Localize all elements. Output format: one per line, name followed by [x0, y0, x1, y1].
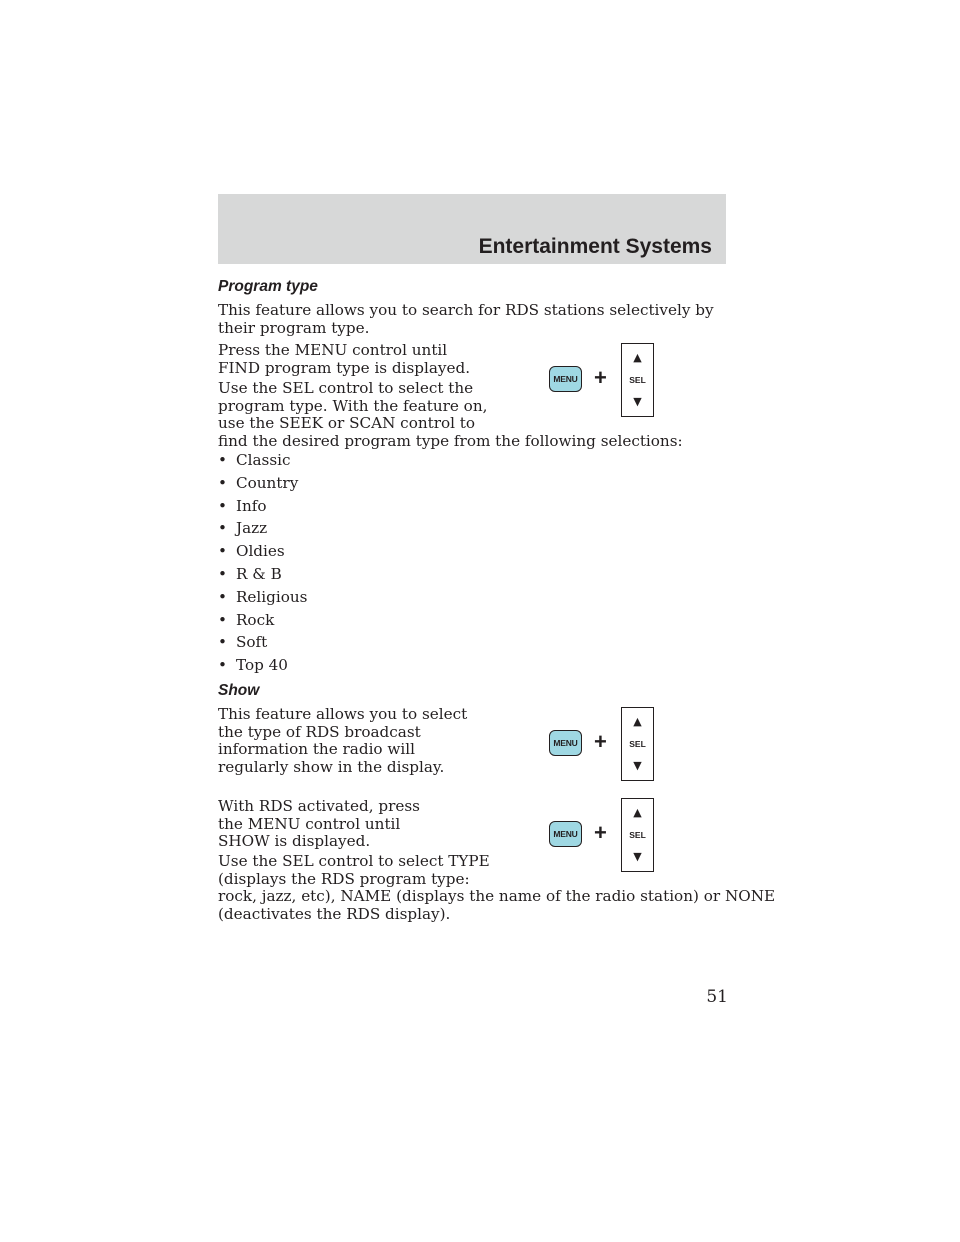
- up-arrow-icon: ▲: [633, 806, 642, 819]
- program-type-step2-line: use the SEEK or SCAN control to: [218, 414, 476, 432]
- list-item: • Soft: [218, 633, 268, 652]
- bullet-icon: •: [218, 519, 227, 538]
- list-item: • Oldies: [218, 542, 285, 561]
- bullet-icon: •: [218, 633, 227, 652]
- sel-label: SEL: [629, 739, 646, 749]
- bullet-icon: •: [218, 496, 227, 515]
- bullet-icon: •: [218, 542, 227, 561]
- show-para3-line: Use the SEL control to select TYPE: [218, 852, 490, 870]
- show-para3-line: (displays the RDS program type:: [218, 869, 470, 888]
- up-arrow-icon: ▲: [633, 715, 642, 728]
- bullet-icon: •: [218, 656, 227, 675]
- program-type-selection-list: [218, 452, 307, 680]
- show-para3: [218, 850, 776, 923]
- list-item: • R & B: [218, 564, 282, 583]
- list-item: • Religious: [218, 587, 308, 606]
- bullet-icon: •: [218, 451, 227, 469]
- show-heading: Show: [218, 682, 260, 699]
- menu-button-icon: MENU: [549, 730, 582, 756]
- bullet-icon: •: [218, 564, 227, 583]
- up-arrow-icon: ▲: [633, 351, 642, 364]
- plus-icon: +: [594, 729, 607, 754]
- section-title: Entertainment Systems: [478, 235, 712, 258]
- plus-icon: +: [594, 820, 607, 845]
- show-para2: With RDS activated, press the MENU control until SHOW is displayed.: [218, 797, 420, 850]
- program-type-step2: [218, 380, 738, 450]
- menu-sel-control-graphic: [549, 707, 659, 783]
- sel-label: SEL: [629, 830, 646, 840]
- bullet-icon: •: [218, 587, 227, 606]
- program-type-intro: This feature allows you to search for RDS stations selectively by their program type.: [218, 301, 714, 337]
- menu-button-icon: MENU: [549, 821, 582, 847]
- sel-label: SEL: [629, 375, 646, 385]
- menu-sel-control-graphic: [549, 343, 659, 419]
- sel-rocker-icon: [621, 343, 654, 417]
- list-item: • Info: [218, 496, 267, 515]
- list-item: • Country: [218, 473, 299, 492]
- plus-icon: +: [594, 365, 607, 390]
- list-item: • Classic: [218, 451, 291, 469]
- program-type-heading: Program type: [218, 278, 318, 295]
- bullet-icon: •: [218, 610, 227, 629]
- program-type-step2-line: find the desired program type from the following selections:: [218, 431, 683, 450]
- program-type-step1: Press the MENU control until FIND program type is displayed.: [218, 341, 471, 377]
- section-header-band: [218, 194, 726, 264]
- down-arrow-icon: ▼: [633, 395, 642, 408]
- list-item: • Top 40: [218, 656, 288, 675]
- page-number: 51: [706, 987, 728, 1007]
- show-para3-line: (deactivates the RDS display).: [218, 904, 451, 923]
- program-type-step2-line: Use the SEL control to select the: [218, 379, 474, 397]
- show-para3-line: rock, jazz, etc), NAME (displays the name of the radio station) or NONE: [218, 887, 776, 905]
- program-type-step2-line: program type. With the feature on,: [218, 396, 488, 415]
- down-arrow-icon: ▼: [633, 850, 642, 863]
- bullet-icon: •: [218, 473, 227, 492]
- list-item: • Jazz: [218, 519, 268, 538]
- sel-rocker-icon: [621, 707, 654, 781]
- down-arrow-icon: ▼: [633, 759, 642, 772]
- list-item: • Rock: [218, 610, 275, 629]
- menu-button-icon: MENU: [549, 366, 582, 392]
- show-para1: This feature allows you to select the type of RDS broadcast information the radio will regularly show in the display.: [218, 705, 468, 776]
